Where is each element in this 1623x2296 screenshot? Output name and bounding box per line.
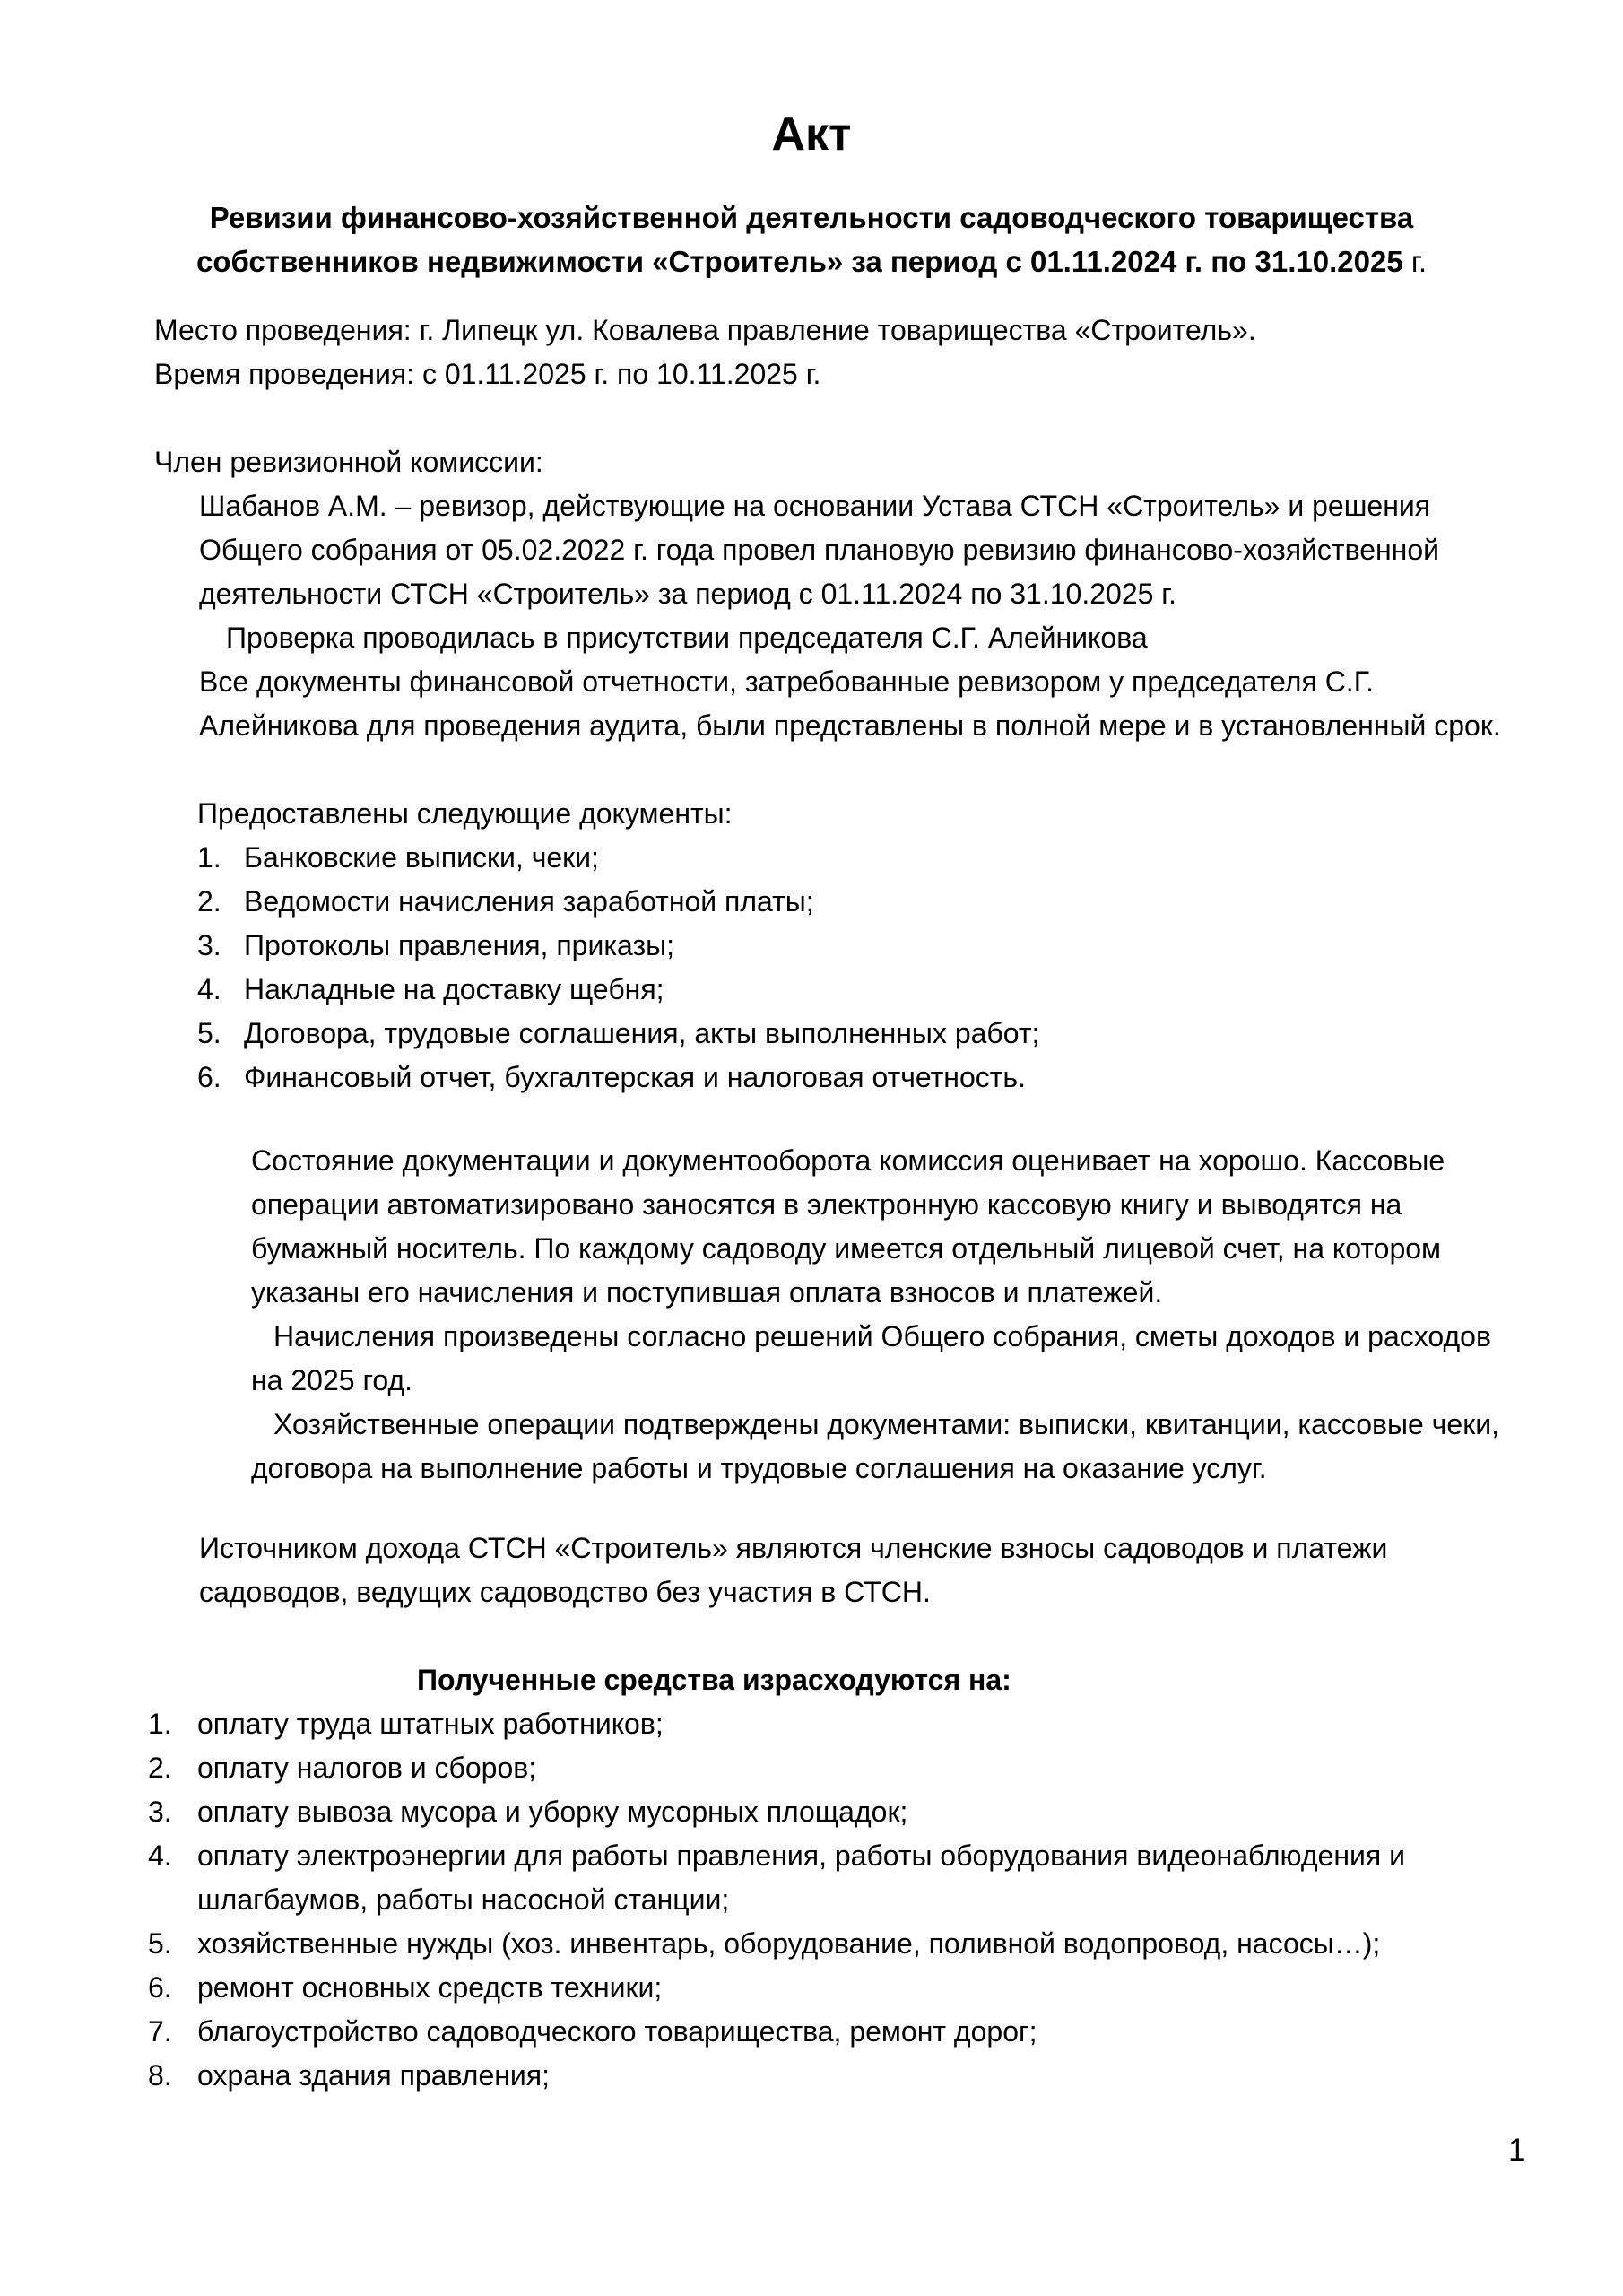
documents-list (121, 836, 1502, 1100)
list-item-number: 2. (197, 885, 221, 918)
venue-line: Место проведения: г. Липецк ул. Ковалева правление товарищества «Строитель». (154, 314, 1256, 346)
list-item (121, 880, 1502, 924)
commission-header: Член ревизионной комиссии: (154, 446, 543, 478)
list-item-text: Банковские выписки, чеки; (244, 841, 599, 874)
list-item-text: Финансовый отчет, бухгалтерская и налоговая отчетность. (244, 1061, 1026, 1093)
list-item-number: 7. (148, 2015, 172, 2048)
list-item-number: 5. (197, 1017, 221, 1049)
time-line: Время проведения: с 01.11.2025 г. по 10.11.2025 г. (154, 358, 821, 390)
assessment-paragraph-1: Состояние документации и документооборота комиссия оценивает на хорошо. Кассовые операции автоматизировано заносятся в электронную кассовую книгу и выводятся на бумажный носитель. По каждому садоводу имеется отдельный лицевой счет, на котором указаны его начисления и поступившая оплата взносов и платежей. (251, 1144, 1445, 1309)
list-item-text: Протоколы правления, приказы; (244, 929, 675, 961)
list-item-text: оплату налогов и сборов; (197, 1752, 537, 1784)
list-item (121, 2010, 1502, 2054)
presence-paragraph: Проверка проводилась в присутствии председателя С.Г. Алейникова (226, 622, 1148, 654)
assessment-paragraph-3: Хозяйственные операции подтверждены документами: выписки, квитанции, кассовые чеки, договора на выполнение работы и трудовые соглашения на оказание услуг. (251, 1408, 1499, 1484)
assessment-paragraph-2: Начисления произведены согласно решений Общего собрания, сметы доходов и расходов на 2025 год. (251, 1320, 1491, 1396)
list-item (121, 1922, 1502, 1966)
list-item-text: оплату электроэнергии для работы правления, работы оборудования видеонаблюдения и шлагбаумов, работы насосной станции; (197, 1839, 1405, 1916)
list-item (121, 1702, 1502, 1746)
list-item-number: 8. (148, 2059, 172, 2092)
subtitle-regular-tail: г. (1402, 245, 1428, 278)
list-item (121, 924, 1502, 968)
income-paragraph: Источником дохода СТСН «Строитель» являются членские взносы садоводов и платежи садоводов, ведущих садоводство без участия в СТСН. (199, 1532, 1388, 1608)
spending-list-header: Полученные средства израсходуются на: (417, 1664, 1011, 1696)
list-item-text: Ведомости начисления заработной платы; (244, 885, 814, 918)
list-item-text: оплату вывоза мусора и уборку мусорных площадок; (197, 1796, 908, 1828)
list-item-text: ремонт основных средств техники; (197, 1971, 663, 2004)
subtitle-bold-text: Ревизии финансово-хозяйственной деятельности садоводческого товарищества собственников недвижимости «Строитель» за период с 01.11.2024 г. по 31.10.2025 (195, 201, 1414, 278)
list-item (121, 836, 1502, 880)
spending-list (121, 1702, 1502, 2098)
list-item-number: 4. (197, 973, 221, 1005)
list-item-text: оплату труда штатных работников; (197, 1708, 664, 1740)
documents-provided-paragraph: Все документы финансовой отчетности, затребованные ревизором у председателя С.Г. Алейникова для проведения аудита, были представлены в полной мере и в установленный срок. (199, 665, 1501, 742)
document-subtitle (121, 196, 1502, 283)
list-item-text: благоустройство садоводческого товарищества, ремонт дорог; (197, 2015, 1037, 2048)
list-item-number: 3. (148, 1796, 172, 1828)
list-item-number: 5. (148, 1927, 172, 1960)
list-item-text: Договора, трудовые соглашения, акты выполненных работ; (244, 1017, 1040, 1049)
page-number: 1 (1508, 2133, 1526, 2168)
list-item-number: 3. (197, 929, 221, 961)
list-item-number: 6. (197, 1061, 221, 1093)
assessment-section (251, 1139, 1502, 1491)
list-item-number: 4. (148, 1839, 172, 1872)
list-item-text: хозяйственные нужды (хоз. инвентарь, оборудование, поливной водопровод, насосы…); (197, 1927, 1381, 1960)
list-item (121, 1056, 1502, 1100)
list-item (121, 1746, 1502, 1790)
list-item-number: 1. (148, 1708, 172, 1740)
document-title: Акт (771, 109, 852, 161)
list-item (121, 1966, 1502, 2010)
list-item-text: охрана здания правления; (197, 2059, 551, 2092)
list-item (121, 1834, 1502, 1922)
list-item (121, 1790, 1502, 1834)
list-item-number: 2. (148, 1752, 172, 1784)
documents-list-header: Предоставлены следующие документы: (197, 797, 733, 830)
list-item (121, 968, 1502, 1012)
auditor-paragraph: Шабанов А.М. – ревизор, действующие на основании Устава СТСН «Строитель» и решения Общего собрания от 05.02.2022 г. года провел плановую ревизию финансово-хозяйственной деятельности СТСН «Строитель» за период с 01.11.2024 по 31.10.2025 г. (199, 490, 1440, 610)
list-item-number: 1. (197, 841, 221, 874)
list-item-text: Накладные на доставку щебня; (244, 973, 664, 1005)
list-item (121, 2054, 1502, 2098)
list-item-number: 6. (148, 1971, 172, 2004)
list-item (121, 1012, 1502, 1056)
